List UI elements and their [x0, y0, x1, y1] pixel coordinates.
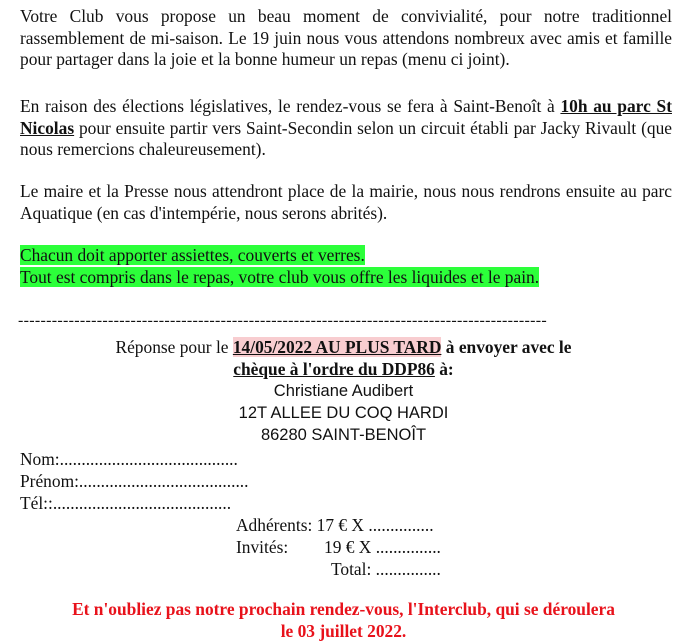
invites-label: Invités:: [236, 537, 289, 557]
notice-block: [20, 245, 672, 288]
reply-cheque: chèque à l'ordre du DDP86: [233, 359, 435, 379]
invites-value: 19 € X ...............: [324, 537, 441, 557]
prenom-field: Prénom:.......................................: [20, 471, 249, 491]
intro-paragraph: [20, 6, 672, 71]
meeting-paragraph: [20, 96, 672, 161]
adherents-line: Adhérents: 17 € X ...............: [236, 515, 434, 535]
closing-line-1: Et n'oubliez pas notre prochain rendez-vous, l'Interclub, qui se déroulera: [72, 599, 615, 619]
total-line: Total: ...............: [331, 559, 441, 579]
mayor-text: Le maire et la Presse nous attendront place de la mairie, nous nous rendrons ensuite au parc Aquatique (en cas d'intempérie, nous serons abrités).: [20, 181, 672, 223]
reply-line-2: [0, 358, 687, 380]
intro-text: Votre Club vous propose un beau moment de convivialité, pour notre traditionnel rassemblement de mi-saison. Le 19 juin nous vous attendons nombreux avec amis et famille pour partager dans la joie et la bonne humeur un repas (menu ci joint).: [20, 6, 672, 69]
reply-suffix: à envoyer avec le: [441, 337, 572, 357]
meeting-place: 10h au parc St Nicolas: [20, 96, 672, 138]
nom-field: Nom:.........................................: [20, 449, 238, 469]
meeting-text-before: En raison des élections législatives, le rendez-vous se fera à Saint-Benoît à: [20, 96, 561, 116]
meeting-text-after: pour ensuite partir vers Saint-Secondin selon un circuit établi par Jacky Rivault (que nous remercions chaleureusement).: [20, 117, 672, 159]
recipient-city: 86280 SAINT-BENOÎT: [260, 426, 427, 444]
tel-field: Tél::.........................................: [20, 493, 232, 513]
recipient-street: 12T ALLEE DU COQ HARDI: [238, 404, 449, 422]
reply-deadline: 14/05/2022 AU PLUS TARD: [232, 337, 442, 357]
notice-line-1: Chacun doit apporter assiettes, couverts et verres.: [20, 245, 365, 265]
cut-separator: ----------------------------------------------------------------------------------------------: [18, 312, 548, 329]
reply-cheque-suffix: à:: [434, 359, 454, 379]
reply-line-1: [0, 336, 687, 358]
notice-line-2: Tout est compris dans le repas, votre club vous offre les liquides et le pain.: [20, 266, 540, 287]
recipient-name: Christiane Audibert: [273, 382, 414, 400]
closing-line-2: le 03 juillet 2022.: [280, 621, 407, 641]
mayor-paragraph: [20, 181, 672, 224]
reply-prefix: Réponse pour le: [115, 337, 233, 357]
